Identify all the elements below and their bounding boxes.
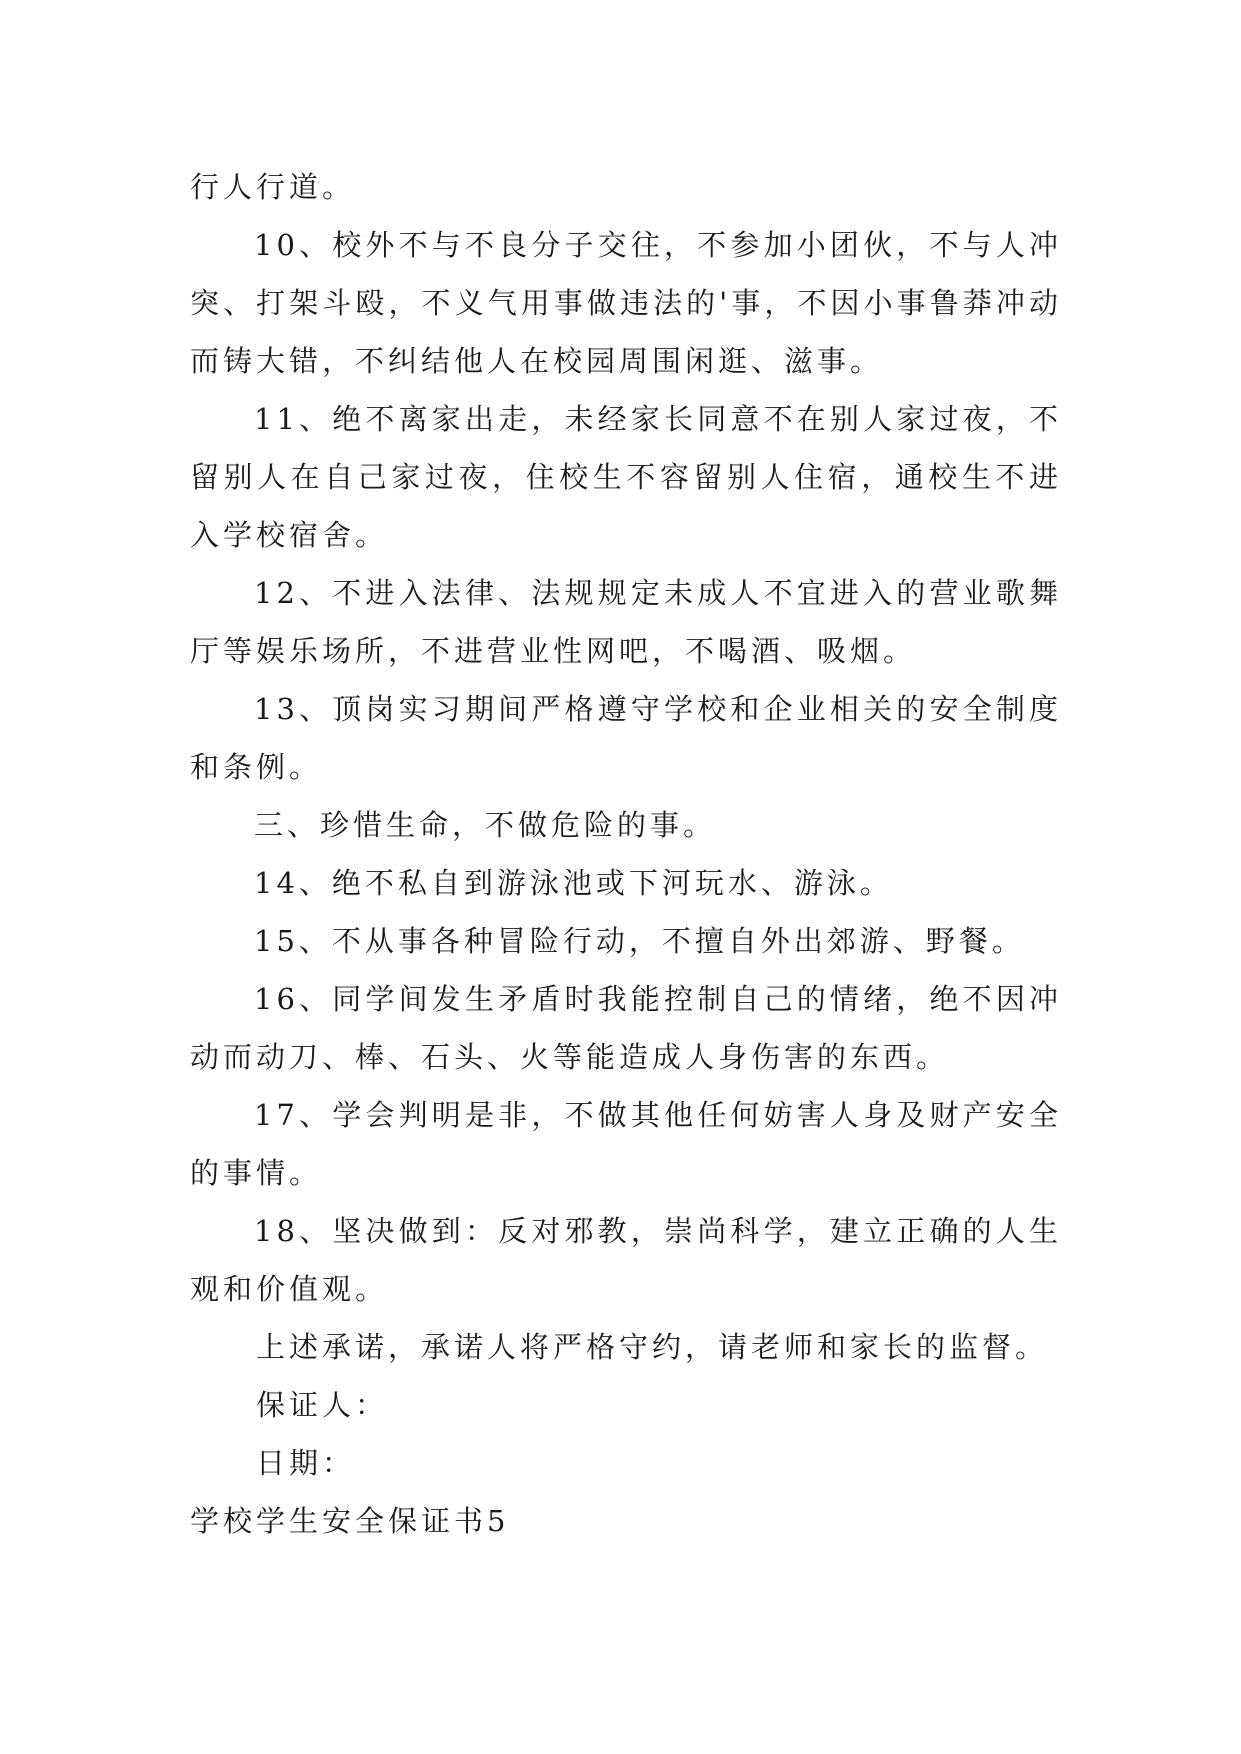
next-document-title: 学校学生安全保证书5 — [190, 1504, 510, 1538]
paragraph-item-12: 12、不进入法律、法规规定未成人不宜进入的营业歌舞厅等娱乐场所，不进营业性网吧，不喝酒、吸烟。 — [190, 576, 1062, 668]
pledge-statement: 上述承诺，承诺人将严格守约，请老师和家长的监督。 — [256, 1330, 1049, 1364]
paragraph-item-11: 11、绝不离家出走，未经家长同意不在别人家过夜，不留别人在自己家过夜，住校生不容留别人住宿，通校生不进入学校宿舍。 — [190, 402, 1062, 552]
guarantor-label: 保证人： — [256, 1388, 389, 1422]
paragraph-item-10: 10、校外不与不良分子交往，不参加小团伙，不与人冲突、打架斗殴，不义气用事做违法的'事，不因小事鲁莽冲动而铸大错，不纠结他人在校园周围闲逛、滋事。 — [190, 228, 1062, 378]
paragraph-item-16: 16、同学间发生矛盾时我能控制自己的情绪，绝不因冲动而动刀、棒、石头、火等能造成人身伤害的东西。 — [190, 982, 1062, 1074]
paragraph-item-18: 18、坚决做到：反对邪教，崇尚科学，建立正确的人生观和价值观。 — [190, 1214, 1062, 1306]
section-heading-three: 三、珍惜生命，不做危险的事。 — [254, 808, 717, 842]
paragraph-item-15: 15、不从事各种冒险行动，不擅自外出郊游、野餐。 — [254, 924, 1025, 958]
paragraph-continuation: 行人行道。 — [190, 170, 356, 204]
paragraph-item-17: 17、学会判明是非，不做其他任何妨害人身及财产安全的事情。 — [190, 1098, 1062, 1190]
paragraph-item-14: 14、绝不私自到游泳池或下河玩水、游泳。 — [254, 866, 893, 900]
paragraph-item-13: 13、顶岗实习期间严格遵守学校和企业相关的安全制度和条例。 — [190, 692, 1062, 784]
document-body — [190, 158, 1062, 1550]
date-label: 日期： — [256, 1446, 356, 1480]
